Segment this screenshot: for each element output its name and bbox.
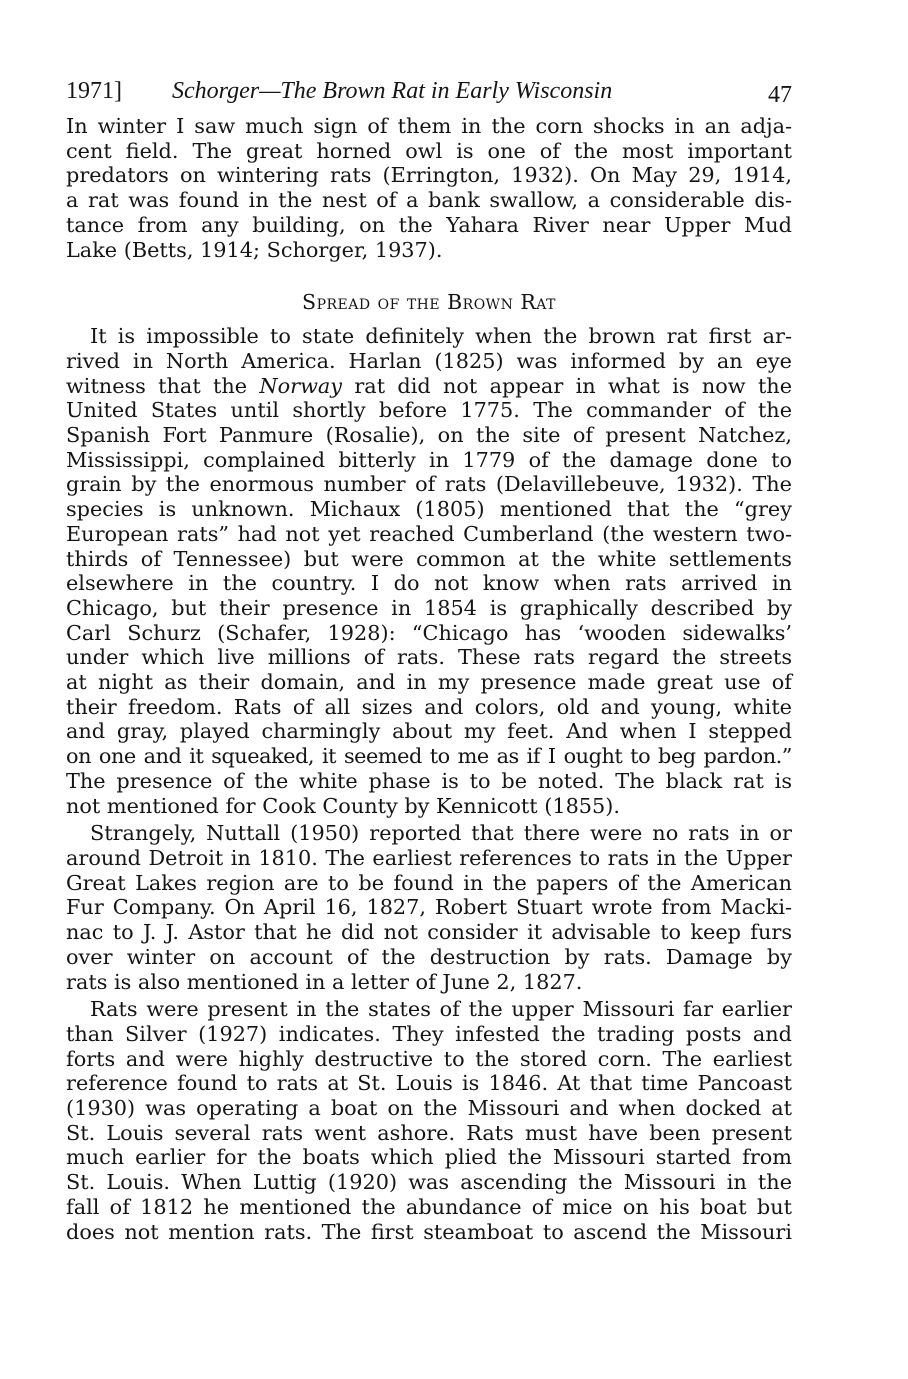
text-line: thirds of Tennessee) but were common at the white settlements [66,546,792,571]
text-line: predators on wintering rats (Errington, 1932). On May 29, 1914, [66,163,792,188]
text-line: a rat was found in the nest of a bank swallow, a considerable dis- [66,188,792,213]
text-line: than Silver (1927) indicates. They infested the trading posts and [66,1021,792,1046]
header-year: 1971] [66,78,122,104]
text-line: Rats were present in the states of the upper Missouri far earlier [90,997,792,1022]
text-line: Chicago, but their presence in 1854 is graphically described by [66,595,792,620]
text-line: It is impossible to state definitely when the brown rat first ar- [90,324,792,349]
text-line: fall of 1812 he mentioned the abundance of mice on his boat but [66,1194,792,1219]
text-line: (1930) was operating a boat on the Missouri and when docked at [66,1096,792,1121]
text-line: around Detroit in 1810. The earliest references to rats in the Upper [66,845,792,870]
text-line: species is unknown. Michaux (1805) mentioned that the “grey [66,497,792,522]
text-line: St. Louis. When Luttig (1920) was ascending the Missouri in the [66,1170,792,1195]
text-line: Lake (Betts, 1914; Schorger, 1937). [66,237,443,262]
text-line: at night as their domain, and in my presence made great use of [66,670,792,695]
text-line: The presence of the white phase is to be noted. The black rat is [66,768,792,793]
section-heading: Spread of the Brown Rat [302,290,556,315]
text-line: forts and were highly destructive to the stored corn. The earliest [66,1046,792,1071]
text-line: rats is also mentioned in a letter of June 2, 1827. [66,969,583,994]
text-line: Mississippi, complained bitterly in 1779 of the damage done to [66,447,792,472]
page-number: 47 [768,82,792,108]
paragraph-continued [66,114,792,262]
text-line: Carl Schurz (Schafer, 1928): “Chicago has ‘wooden sidewalks’ [66,620,792,645]
text-line: over winter on account of the destruction by rats. Damage by [66,944,792,969]
text-line: under which live millions of rats. These rats regard the streets [66,645,792,670]
text-line: tance from any building, on the Yahara River near Upper Mud [66,212,792,237]
text-line: their freedom. Rats of all sizes and colors, old and young, white [66,694,792,719]
paragraph-great-lakes [66,821,792,994]
text-line: Spanish Fort Panmure (Rosalie), on the site of present Natchez, [66,423,792,448]
paragraph-missouri [66,997,792,1244]
text-line: not mentioned for Cook County by Kennicott (1855). [66,793,620,818]
text-line: St. Louis several rats went ashore. Rats must have been present [66,1120,792,1145]
paragraph-spread-intro [66,324,792,818]
text-line: does not mention rats. The first steamboat to ascend the Missouri [66,1219,792,1244]
text-line: Great Lakes region are to be found in the papers of the American [66,870,792,895]
text-line: nac to J. J. Astor that he did not consider it advisable to keep furs [66,920,792,945]
text-line: on one and it squeaked, it seemed to me as if I ought to beg pardon.” [66,744,792,769]
text-line: European rats” had not yet reached Cumberland (the western two- [66,521,792,546]
journal-page [66,74,792,1244]
text-line: Fur Company. On April 16, 1827, Robert Stuart wrote from Macki- [66,895,792,920]
text-line: In winter I saw much sign of them in the corn shocks in an adja- [66,114,792,138]
running-header [66,74,792,114]
text-line: United States until shortly before 1775. The commander of the [66,398,792,423]
text-line: elsewhere in the country. I do not know when rats arrived in [66,571,792,596]
text-line-italic: witness that the Norway rat did not appear in what is now the [66,373,793,398]
text-line: grain by the enormous number of rats (Delavillebeuve, 1932). The [66,472,792,497]
text-line: and gray, played charmingly about my feet. And when I stepped [66,719,792,744]
text-line: Strangely, Nuttall (1950) reported that there were no rats in or [90,821,792,846]
italic-term: Norway [259,373,343,398]
text-line: rived in North America. Harlan (1825) was informed by an eye [66,348,792,373]
text-line: reference found to rats at St. Louis is 1846. At that time Pancoast [66,1071,792,1096]
running-title: Schorger—The Brown Rat in Early Wisconsin [172,78,613,104]
text-line: much earlier for the boats which plied the Missouri started from [66,1145,792,1170]
text-line: cent field. The great horned owl is one of the most important [66,138,792,163]
